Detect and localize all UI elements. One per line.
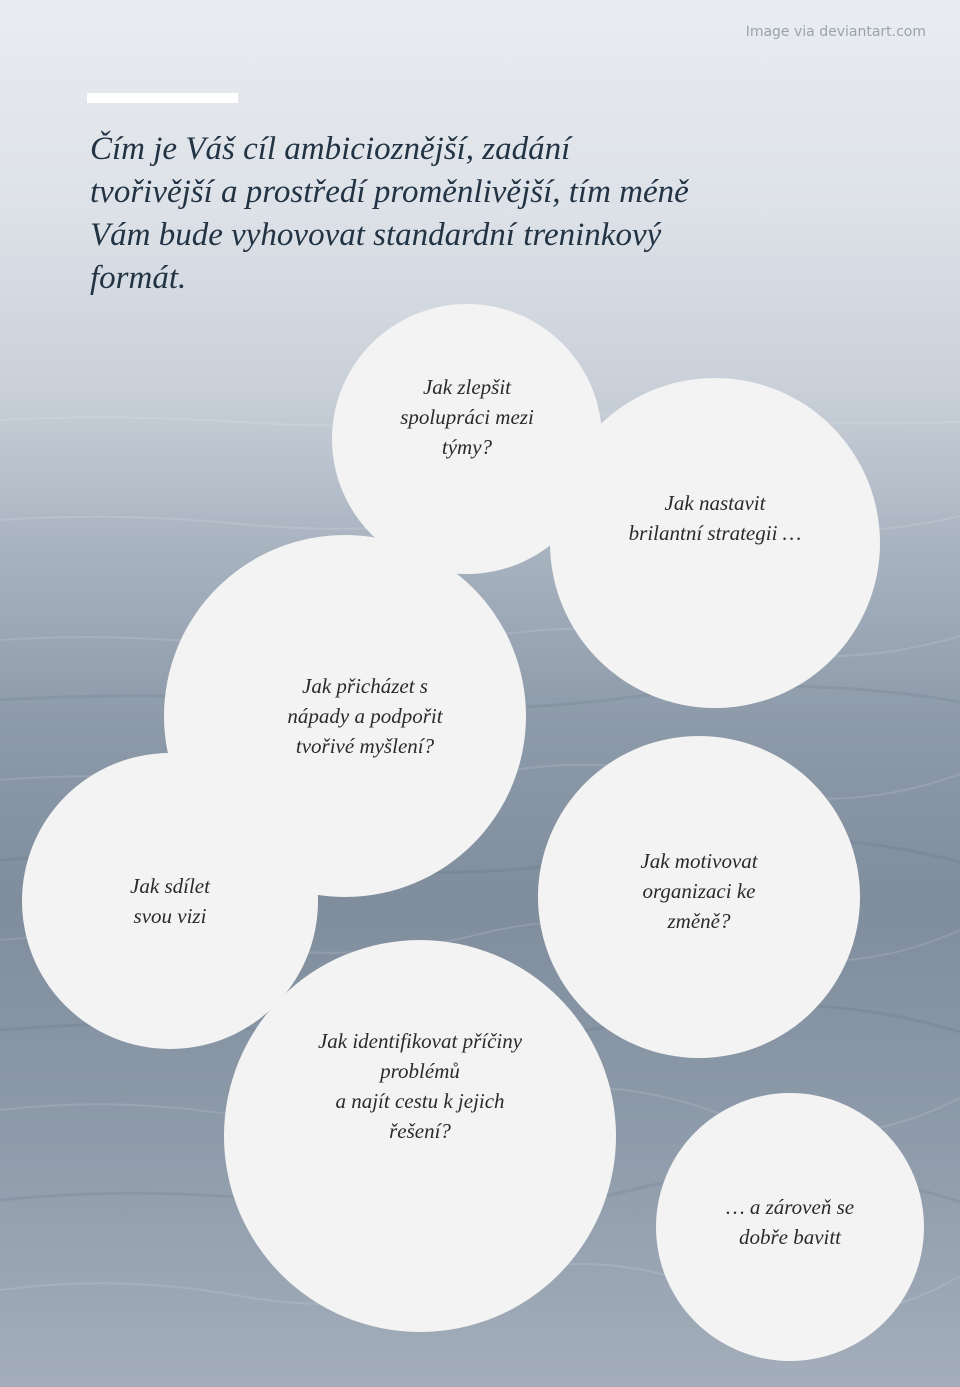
bubble-text: Jak motivovat organizaci ke změně? — [640, 849, 758, 933]
bubble-text: … a zároveň se dobře bavitt — [725, 1195, 855, 1249]
bubble-text: Jak přicházet s nápady a podpořit tvořivé myšlení? — [287, 674, 443, 758]
bubble-motivation — [538, 736, 860, 1058]
accent-bar — [87, 93, 238, 103]
bubble-text: Jak sdílet svou vizi — [130, 874, 210, 928]
image-credit: Image via deviantart.com — [745, 24, 926, 40]
bubble-text: Jak identifikovat příčiny problémů a najít cestu k jejich řešení? — [317, 1029, 523, 1143]
headline: Čím je Váš cíl ambicioznější, zadání tvořivější a prostředí proměnlivější, tím méně Vám bude vyhovovat standardní treninkový formát. — [90, 131, 689, 296]
bubble-text: Jak nastavit brilantní strategii … — [628, 491, 802, 545]
bubble-strategy — [550, 378, 880, 708]
bubble-fun — [656, 1093, 924, 1361]
bubble-text: Jak zlepšit spolupráci mezi týmy? — [400, 375, 534, 459]
bubble-problems — [224, 940, 616, 1332]
bubble-ideas — [164, 535, 526, 897]
